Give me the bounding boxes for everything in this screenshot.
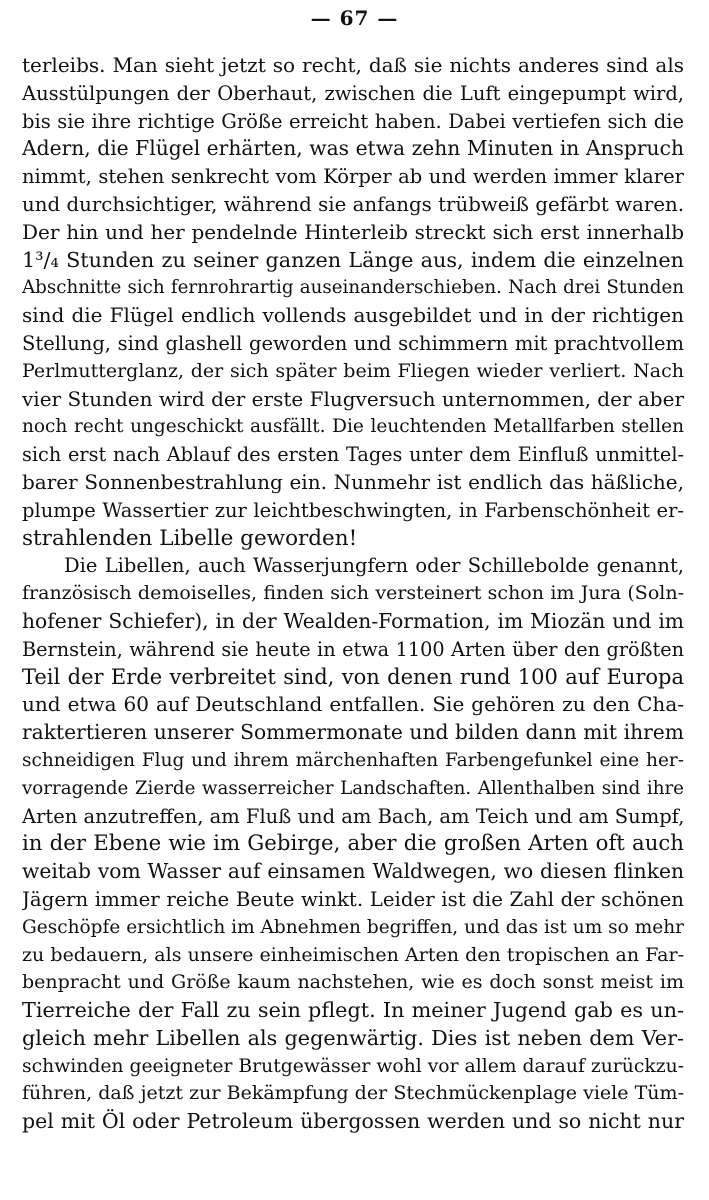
text-line: Die Libellen, auch Wasserjungfern oder Schillebolde genannt, bbox=[64, 554, 684, 578]
text-line: französisch demoiselles, finden sich versteinert schon im Jura (Soln- bbox=[22, 582, 684, 605]
text-line: bis sie ihre richtige Größe erreicht haben. Dabei vertiefen sich die bbox=[22, 109, 684, 133]
text-line: benpracht und Größe kaum nachstehen, wie es doch sonst meist im bbox=[22, 971, 684, 994]
text-line: sich erst nach Ablauf des ersten Tages unter dem Einfluß unmittel- bbox=[22, 443, 684, 467]
text-line: Tierreiche der Fall zu sein pflegt. In meiner Jugend gab es un- bbox=[22, 998, 684, 1023]
text-line: und etwa 60 auf Deutschland entfallen. Sie gehören zu den Cha- bbox=[22, 692, 684, 717]
text-line: Der hin und her pendelnde Hinterleib streckt sich erst innerhalb bbox=[22, 219, 684, 244]
body-text bbox=[22, 52, 684, 1136]
text-line: Adern, die Flügel erhärten, was etwa zehn Minuten in Anspruch bbox=[22, 136, 684, 161]
text-line: sind die Flügel endlich vollends ausgebildet und in der richtigen bbox=[22, 303, 684, 328]
text-line: schneidigen Flug und ihrem märchenhaften Farbengefunkel eine her- bbox=[22, 749, 684, 771]
text-line: raktertieren unserer Sommermonate und bilden dann mit ihrem bbox=[22, 720, 684, 745]
text-line: 1³/₄ Stunden zu seiner ganzen Länge aus, indem die einzelnen bbox=[22, 247, 684, 272]
text-line: terleibs. Man sieht jetzt so recht, daß sie nichts anderes sind als bbox=[22, 53, 684, 77]
text-line: gleich mehr Libellen als gegenwärtig. Dies ist neben dem Ver- bbox=[22, 1025, 684, 1050]
text-line: Abschnitte sich fernrohrartig auseinanderschieben. Nach drei Stunden bbox=[22, 277, 684, 299]
text-line: Stellung, sind glashell geworden und schimmern mit prachtvollem bbox=[22, 331, 684, 355]
text-line: führen, daß jetzt zur Bekämpfung der Stechmückenplage viele Tüm- bbox=[22, 1082, 684, 1105]
text-line: weitab vom Wasser auf einsamen Waldwegen, wo diesen flinken bbox=[22, 859, 684, 884]
text-line: hofener Schiefer), in der Wealden-Formation, im Miozän und im bbox=[22, 608, 684, 633]
text-line: schwinden geeigneter Brutgewässer wohl vor allem darauf zurückzu- bbox=[22, 1055, 684, 1077]
text-line: Perlmutterglanz, der sich später beim Fliegen wieder verliert. Nach bbox=[22, 359, 684, 382]
text-line: Bernstein, während sie heute in etwa 1100 Arten über den größten bbox=[22, 637, 684, 661]
page-number: — 67 — bbox=[310, 6, 399, 30]
text-line: vorragende Zierde wasserreicher Landschaften. Allenthalben sind ihre bbox=[22, 777, 684, 799]
text-line: Arten anzutreffen, am Fluß und am Bach, am Teich und am Sumpf, bbox=[22, 804, 684, 828]
text-line: pel mit Öl oder Petroleum übergossen werden und so nicht nur bbox=[22, 1109, 684, 1134]
text-line: nimmt, stehen senkrecht vom Körper ab und werden immer klarer bbox=[22, 165, 684, 189]
text-line: Teil der Erde verbreitet sind, von denen rund 100 auf Europa bbox=[22, 664, 684, 689]
text-line: Geschöpfe ersichtlich im Abnehmen begriffen, und das ist um so mehr bbox=[22, 916, 684, 938]
text-line: Ausstülpungen der Oberhaut, zwischen die Luft eingepumpt wird, bbox=[22, 81, 684, 105]
text-line: und durchsichtiger, während sie anfangs trübweiß gefärbt waren. bbox=[22, 192, 684, 216]
text-line: zu bedauern, als unsere einheimischen Arten den tropischen an Far- bbox=[22, 943, 684, 966]
text-line: Jägern immer reiche Beute winkt. Leider ist die Zahl der schönen bbox=[22, 887, 684, 911]
text-line: strahlenden Libelle geworden! bbox=[22, 525, 358, 551]
text-line: vier Stunden wird der erste Flugversuch unternommen, der aber bbox=[22, 386, 684, 411]
text-line: plumpe Wassertier zur leichtbeschwingten, in Farbenschönheit er- bbox=[22, 498, 684, 522]
text-line: in der Ebene wie im Gebirge, aber die großen Arten oft auch bbox=[22, 831, 684, 857]
text-line: noch recht ungeschickt ausfällt. Die leuchtenden Metallfarben stellen bbox=[22, 416, 684, 438]
text-line: barer Sonnenbestrahlung ein. Nunmehr ist endlich das häßliche, bbox=[22, 469, 684, 494]
